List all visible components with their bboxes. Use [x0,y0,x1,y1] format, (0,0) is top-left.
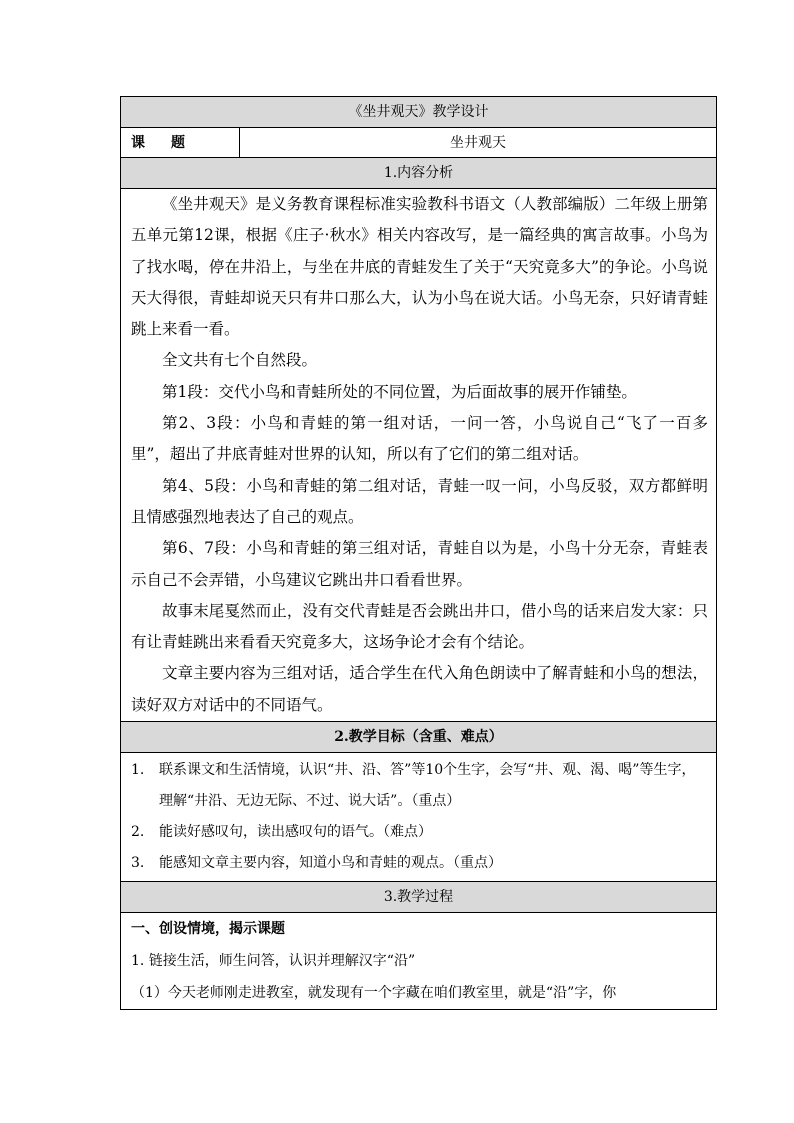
lesson-plan-table [120,96,717,1010]
document-title: 《坐井观天》教学设计 [121,97,716,128]
section-heading-teaching-goals: 2.教学目标（含重、难点） [121,722,716,753]
content-analysis-body [121,189,716,722]
process-step-subitem: （1）今天老师刚走进教室，就发现有一个字藏在咱们教室里，就是“沿”字，你 [131,985,617,1002]
analysis-paragraph: 第1段：交代小鸟和青蛙所处的不同位置，为后面故事的展开作铺垫。 [162,382,637,401]
process-step-heading: 一、创设情境，揭示课题 [131,921,285,938]
process-step-item: 1. 链接生活，师生问答，认识并理解汉字“沿” [131,953,416,970]
topic-label-char-2: 题 [171,135,185,151]
analysis-paragraph: 《坐井观天》是义务教育课程标准实验教科书语文（人教部编版）二年级上册第五单元第12课，根据《庄子·秋水》相关内容改写，是一篇经典的寓言故事。小鸟为了找水喝，停在井沿上，与坐在井底的青蛙发生了关于“天究竟多大”的争论。小鸟说天大得很，青蛙却说天只有井口那么大，认为小鸟在说大话。小鸟无奈，只好请青蛙跳上来看一看。 [131,195,708,339]
analysis-paragraph: 第2、3段：小鸟和青蛙的第一组对话，一问一答，小鸟说自己“飞了一百多里”，超出了井底青蛙对世界的认知，所以有了它们的第二组对话。 [131,414,708,464]
analysis-paragraph: 文章主要内容为三组对话，适合学生在代入角色朗读中了解青蛙和小鸟的想法，读好双方对话中的不同语气。 [131,664,708,714]
goal-number: 1. [131,762,145,779]
analysis-paragraph: 故事末尾戛然而止，没有交代青蛙是否会跳出井口，借小鸟的话来启发大家：只有让青蛙跳出来看看天究竟多大，这场争论才会有个结论。 [131,601,708,652]
goal-number: 3. [131,855,145,872]
topic-row [121,128,716,158]
goal-item [131,848,708,879]
analysis-paragraph: 全文共有七个自然段。 [162,351,318,370]
goal-item [131,755,708,817]
goal-number: 2. [131,824,145,841]
goal-text: 联系课文和生活情境，认识“井、沿、答”等10个生字，会写“井、观、渴、喝”等生字，理解“井沿、无边无际、不过、说大话”。（重点） [159,762,696,810]
teaching-process-body [121,913,716,1010]
topic-label [121,128,240,157]
topic-label-char-1: 课 [131,135,145,151]
goal-text: 能读好感叹句，读出感叹句的语气。（难点） [159,824,432,841]
table-frame [120,96,717,1010]
topic-value: 坐井观天 [450,135,506,151]
analysis-paragraph: 第4、5段：小鸟和青蛙的第二组对话，青蛙一叹一问，小鸟反驳，双方都鲜明且情感强烈地表达了自己的观点。 [131,476,708,526]
section-heading-content-analysis: 1.内容分析 [121,158,716,189]
section-heading-teaching-process: 3.教学过程 [121,882,716,913]
teaching-goals-list [121,753,716,882]
goal-item [131,817,708,848]
analysis-paragraph: 第6、7段：小鸟和青蛙的第三组对话，青蛙自以为是，小鸟十分无奈，青蛙表示自己不会弄错，小鸟建议它跳出井口看看世界。 [131,539,708,589]
goal-text: 能感知文章主要内容，知道小鸟和青蛙的观点。（重点） [159,855,502,872]
